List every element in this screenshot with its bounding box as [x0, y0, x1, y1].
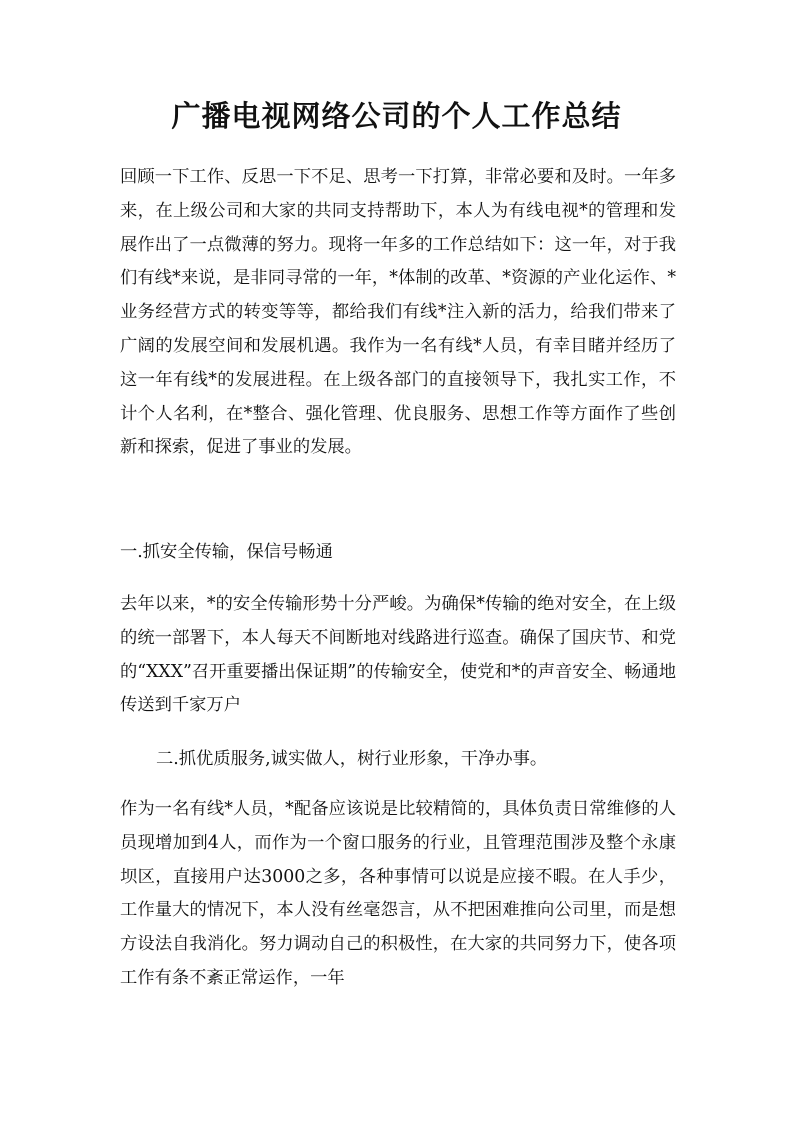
document-title: 广播电视网络公司的个人工作总结	[171, 99, 622, 133]
section-1-paragraph: 去年以来，*的安全传输形势十分严峻。为确保*传输的绝对安全，在上级的统一部署下，本人每天不间断地对线路进行巡查。确保了国庆节、和党的“XXX”召开重要播出保证期”的传输安全，使党和*的声音安全、畅通地传送到千家万户	[120, 594, 676, 716]
intro-paragraph: 回顾一下工作、反思一下不足、思考一下打算，非常必要和及时。一年多来，在上级公司和大家的共同支持帮助下，本人为有线电视*的管理和发展作出了一点微薄的努力。现将一年多的工作总结如下：这一年，对于我们有线*来说，是非同寻常的一年，*体制的改革、*资源的产业化运作、*业务经营方式的转变等等，都给我们有线*注入新的活力，给我们带来了广阔的发展空间和发展机遇。我作为一名有线*人员，有幸目睹并经历了这一年有线*的发展进程。在上级各部门的直接领导下，我扎实工作，不计个人名利，在*整合、强化管理、优良服务、思想工作等方面作了些创新和探索，促进了事业的发展。	[120, 167, 676, 458]
section-heading-1: 一.抓安全传输，保信号畅通	[120, 542, 333, 562]
section-heading-2: 二.抓优质服务,诚实做人，树行业形象，干净办事。	[156, 749, 548, 769]
section-2-paragraph: 作为一名有线*人员，*配备应该说是比较精简的，具体负责日常维修的人员现增加到4人，而作为一个窗口服务的行业，且管理范围涉及整个永康坝区，直接用户达3000之多，各种事情可以说是应接不暇。在人手少，工作量大的情况下，本人没有丝毫怨言，从不把困难推向公司里，而是想方设法自我消化。努力调动自己的积极性，在大家的共同努力下，使各项工作有条不紊正常运作，一年	[120, 799, 676, 988]
